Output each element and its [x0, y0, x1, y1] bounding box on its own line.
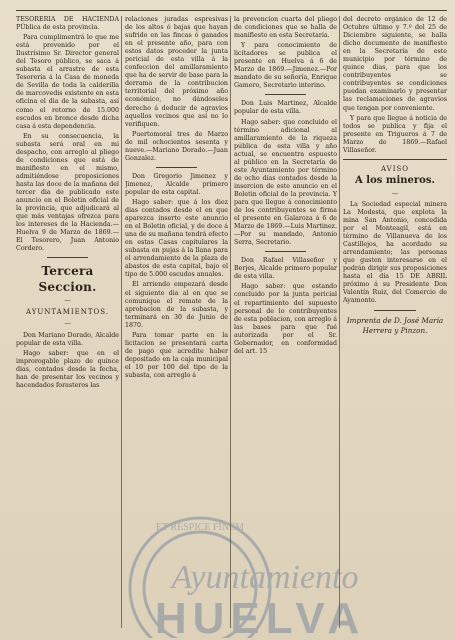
separator [265, 94, 306, 95]
imprint-line: Imprenta de D. José María [346, 315, 444, 325]
dash-ornament: — [64, 320, 71, 328]
column-1 [16, 16, 119, 628]
paragraph: La Sociedad especial minera La Modesta, que explota la mina San Antonio, concedida por el Monteagil, está en término de Villanueva de los Castillejos, ha acordado su arrendamiento; las personas que gusten interesarse en el podrán dirigir sus proposiciones hasta el día 15 DE ABRIL próximo á su Presidente Don Valentín Ruiz, del Comercio de Ayamonte. [343, 200, 447, 305]
paragraph: Para tomar parte en la licitacion se presentará carta de pago que acredite haber depositado en la caja municipal el 10 por 100 del tipo de la subasta, con arreglo á [125, 331, 228, 379]
paragraph: la prevencion cuarta del pliego de condiciones que se halla de manifiesto en esta Secretaría. [234, 16, 337, 40]
separator [156, 167, 197, 168]
paragraph: Para cumplimentrá lo que me está prevenido por el Ilustrísimo Sr. Director general del Tesoro público, se saca á subasta el arrastre de esta Tesorería á la Casa de moneda de Sevilla de toda la calderilla de marcovedis existente en esta oficina el dia de la subasta, así como el retorno de 15.000 escudos en bronce desde dicha casa á esta dependencia. [16, 34, 119, 130]
paragraph: Puertomoral tres de Marzo de mil ochocientos sesenta y nueve.—Mariano Dorado.—Juan Gonzalez. [125, 130, 228, 162]
stamp-name-text: Ayuntamiento [171, 559, 359, 596]
paragraph: Don Mariano Dorado, Alcalde popular de esta villa. [16, 331, 119, 347]
paragraph: Hago saber: que á los diez dias contados desde el en que aparezca inserto este anuncio en el Boletin oficial, y de doce á una de su mañana tendrá efecto en estas Casas capitulares la subasta en pujas á la llana para el arrendamiento de la plaza de abastos de esta capital, bajo el tipo de 5.000 escudos anuales. [125, 198, 228, 279]
paragraph: Don Gregorio Jimenez y Jimenez, Alcalde primero popular de esta capital. [125, 172, 228, 196]
stamp-top-text: ET RESPICE FINEM [155, 522, 245, 533]
paragraph: El arriendo empezará desde el siguiente dia al en que se comunique el remate de la aprobacion de la subasta, y terminará en 30 de Junio de 1870. [125, 281, 228, 329]
section-subtitle: AYUNTAMIENTOS. [25, 308, 110, 317]
column-divider [121, 16, 122, 628]
paragraph: Hago saber: que concluido el término adicional al amillaramiento de la riqueza pública de esta villa y año actual, se encuentra espuesto al público en la Secretaría de este Ayuntamiento por término de ocho dias contados desde la insercion de este anuncio en el Boletin oficial de la provincia. Y para que llegue á conocimiento de los contribuyentes se firma el presente en Galaroza á 6 de Marzo de 1869.—Luis Martinez.—Por su mandado, Antonio Serra, Secretario. [234, 118, 337, 247]
column-4 [343, 16, 447, 628]
separator [343, 159, 447, 160]
imprint [343, 316, 447, 336]
separator [374, 310, 416, 311]
dash-ornament: — [64, 297, 71, 305]
paragraph: Hago saber: que estando concluido por la junta pericial el repartimiento del supuesto personal de lo contribuyentes de esta poblacion, con arreglo á las bases para que fué autorizada por el Sr. Gobernador, en conformidad del art. 15 [234, 283, 337, 355]
paragraph: Don Luis Martinez, Alcalde popular de esta villa. [234, 100, 337, 116]
aviso-title: A los mineros. [355, 174, 435, 186]
column-divider [339, 16, 340, 628]
paragraph: Y para que llegue á noticia de todos se publica y fija el presente en Trigueros á 7 de Marzo de 1869.—Rafael Villaseñor. [343, 114, 447, 154]
paragraph: En su consecuencia, la subasta será oral en mi despacho, con arreglo al pliego de condiciones que está de manifiesto en el mismo, admitiéndose proposiciones hasta las doce de la mañana del tercer dia de publicado este anuncio en el Boletin oficial de la provincia, que adjudicará al que más ventajas ofrezca para los intereses de la Hacienda.—Huelva 9 de Marzo de 1869.—El Tesorero, Juan Antonio Cordero. [16, 132, 119, 253]
column-divider [230, 16, 231, 628]
column-3 [234, 16, 337, 628]
paragraph: Hago saber: que en el improrogable plazo de quince dias, contados desde la fecha, han de presentar los vecinos y hacendados forasteros las [16, 349, 119, 389]
section-title: Tercera Seccion. [38, 264, 97, 295]
paragraph: Y para conocimiento de licitadores se publica el presente en Huelva á 6 de Marzo de 1869.—Jimenez.—Por mandato de su señoría, Enrique Gamero, Secretario interino. [234, 42, 337, 90]
column-2 [125, 16, 228, 628]
imprint-line: Herrera y Pinzon. [362, 325, 428, 335]
separator [47, 257, 88, 258]
stamp-sub-text: HUELVA [154, 594, 366, 638]
paragraph: relaciones juradas espresivas de los altos ó bajas que hayan sufrido en las fincas ó ganados en el presente año, para con estos datos proceder la junta pericial de esta villa á la confeccion del amillaramiento que ha de servir de base para la derrama de la contribucion territorial del próximo año económico, no dándoseles derecho á deducir de agravios aquellos vecinos que así no lo verifiquen. [125, 16, 228, 128]
dash-ornament: — [391, 189, 399, 197]
aviso-heading: AVISO [380, 164, 410, 173]
separator [265, 251, 306, 252]
top-rule [16, 10, 447, 11]
paragraph: del decreto orgánico de 12 de Octubre último y 7.º del 25 de Diciembre siguiente, se halla dicho documento de manifiesto en la Secretaría de este municipio por término de quince dias, para que los contribuyentes se contribuyentes se condiciones puedan examinarlo y presentar las reclamaciones de agravios que tengan por conveniente. [343, 16, 447, 112]
notice-heading: TESORERIA DE HACIENDA PÚblica de esta provincia. [16, 16, 119, 32]
paragraph: Don Rafael Villaseñor y Berjes, Alcalde primero popular de esta villa. [234, 257, 337, 281]
